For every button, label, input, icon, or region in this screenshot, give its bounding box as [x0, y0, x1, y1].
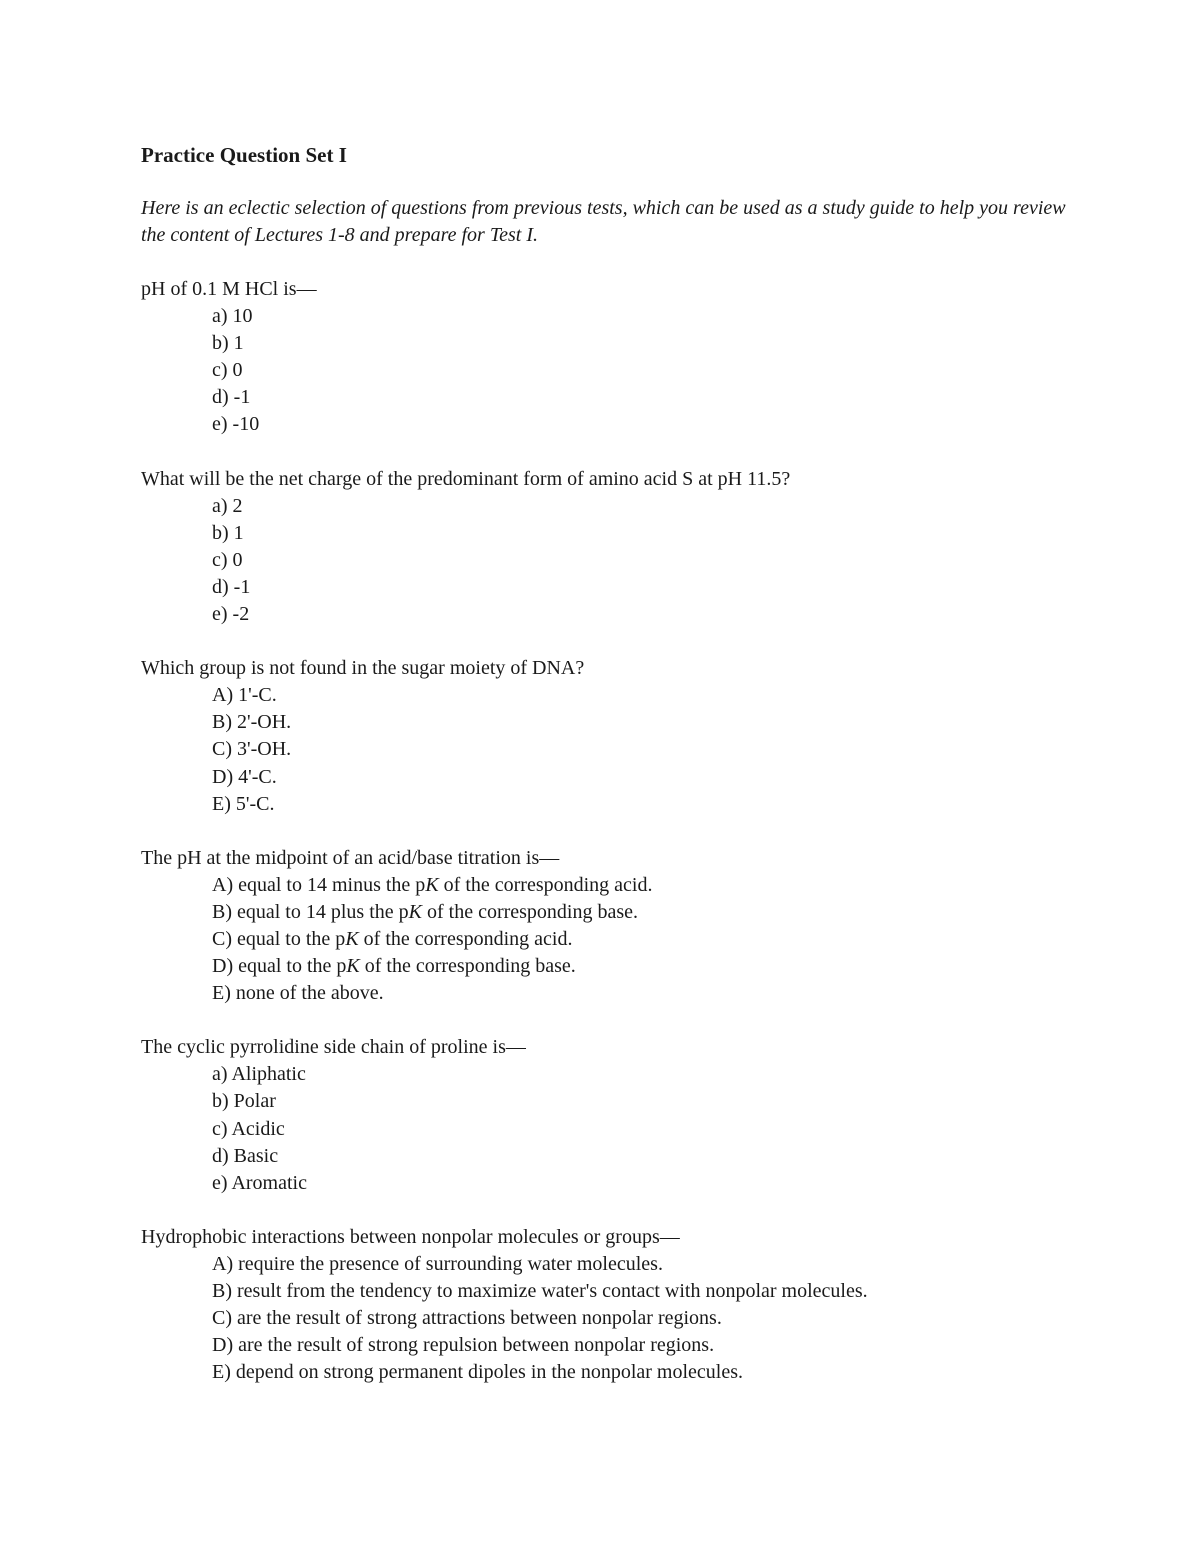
option-text: 1: [233, 521, 244, 544]
answer-options: [141, 303, 1081, 438]
option-text: require the presence of surrounding water molecules.: [238, 1252, 663, 1275]
answer-option: [141, 1278, 1081, 1305]
option-text: of the corresponding acid.: [438, 873, 653, 896]
option-label: E): [212, 982, 236, 1005]
question-3: [141, 655, 1081, 818]
option-text: equal to 14 plus the p: [237, 900, 409, 923]
option-text: 1: [233, 332, 244, 355]
question-text: Hydrophobic interactions between nonpolar molecules or groups—: [141, 1225, 680, 1248]
answer-option: [141, 330, 1081, 357]
intro-paragraph: Here is an eclectic selection of questions from previous tests, which can be used as a study guide to help you review the content of Lectures 1-8 and prepare for Test I.: [141, 197, 1066, 246]
option-text: -1: [233, 386, 251, 409]
question-text: Which group is not found in the sugar moiety of DNA?: [141, 657, 585, 680]
answer-option: [141, 1332, 1081, 1359]
option-text: Polar: [233, 1090, 276, 1113]
answer-options: [141, 1061, 1081, 1196]
option-label: B): [212, 711, 237, 734]
option-label: A): [212, 1252, 239, 1275]
option-label: e): [212, 1171, 232, 1194]
option-label: C): [212, 738, 237, 761]
option-text: 3'-OH.: [237, 738, 292, 761]
answer-option: [141, 520, 1081, 547]
option-label: b): [212, 1090, 234, 1113]
answer-option: [141, 1170, 1081, 1197]
option-text: are the result of strong repulsion between nonpolar regions.: [238, 1334, 715, 1357]
option-italic-symbol: K: [408, 900, 422, 923]
option-text: equal to the p: [238, 955, 347, 978]
answer-options: [141, 872, 1081, 1007]
option-label: A): [212, 873, 239, 896]
option-label: d): [212, 575, 234, 598]
option-text: Aromatic: [231, 1171, 307, 1194]
option-text: of the corresponding acid.: [358, 927, 573, 950]
question-1: [141, 276, 1081, 439]
option-label: d): [212, 1144, 234, 1167]
answer-option: [141, 899, 1081, 926]
option-text: -2: [232, 603, 250, 626]
document-page: [141, 140, 1081, 1386]
answer-option: [141, 411, 1081, 438]
option-text: of the corresponding base.: [421, 900, 639, 923]
answer-option: [141, 764, 1081, 791]
option-label: D): [212, 1334, 239, 1357]
answer-option: [141, 980, 1081, 1007]
answer-option: [141, 682, 1081, 709]
option-text: Basic: [233, 1144, 279, 1167]
option-text: result from the tendency to maximize water's contact with nonpolar molecules.: [237, 1280, 868, 1302]
option-label: A): [212, 684, 239, 707]
answer-option: [141, 736, 1081, 763]
answer-option: [141, 953, 1081, 980]
option-text: 1'-C.: [238, 684, 277, 707]
question-text: The cyclic pyrrolidine side chain of proline is—: [141, 1036, 526, 1059]
question-4: [141, 845, 1081, 1008]
option-label: d): [212, 386, 234, 409]
question-text: The pH at the midpoint of an acid/base titration is—: [141, 846, 560, 869]
option-text: -1: [233, 575, 251, 598]
answer-option: [141, 384, 1081, 411]
answer-option: [141, 303, 1081, 330]
answer-option: [141, 926, 1081, 953]
option-label: B): [212, 1280, 237, 1302]
option-text: -10: [232, 413, 260, 436]
option-label: b): [212, 521, 234, 544]
option-label: E): [212, 792, 236, 815]
option-text: 4'-C.: [238, 765, 277, 788]
answer-option: [141, 1305, 1081, 1332]
option-label: E): [212, 1361, 236, 1384]
answer-option: [141, 1061, 1081, 1088]
option-italic-symbol: K: [425, 873, 439, 896]
option-text: 10: [232, 305, 253, 328]
option-label: a): [212, 494, 233, 517]
option-text: are the result of strong attractions between nonpolar regions.: [237, 1307, 722, 1330]
answer-option: [141, 872, 1081, 899]
answer-options: [141, 682, 1081, 817]
answer-option: [141, 493, 1081, 520]
option-text: 5'-C.: [235, 792, 275, 815]
option-text: Acidic: [231, 1117, 285, 1140]
answer-option: [141, 1116, 1081, 1143]
option-label: C): [212, 1307, 237, 1330]
option-label: a): [212, 1063, 232, 1086]
answer-option: [141, 1359, 1081, 1386]
option-label: c): [212, 1117, 232, 1140]
option-text: equal to 14 minus the p: [238, 873, 426, 896]
option-text: none of the above.: [235, 982, 384, 1005]
option-text: 0: [232, 359, 243, 382]
option-text: 0: [232, 548, 243, 571]
answer-option: [141, 1088, 1081, 1115]
answer-option: [141, 791, 1081, 818]
option-text: equal to the p: [237, 927, 346, 950]
option-label: e): [212, 603, 233, 626]
option-italic-symbol: K: [346, 955, 360, 978]
option-text: 2: [232, 494, 243, 517]
option-label: B): [212, 900, 237, 923]
option-text: depend on strong permanent dipoles in the nonpolar molecules.: [235, 1361, 743, 1384]
option-label: b): [212, 332, 234, 355]
option-label: c): [212, 548, 233, 571]
answer-option: [141, 601, 1081, 628]
option-label: D): [212, 765, 239, 788]
option-label: a): [212, 305, 233, 328]
answer-options: [141, 1251, 1081, 1386]
option-label: e): [212, 413, 233, 436]
question-2: [141, 466, 1081, 629]
question-6: [141, 1224, 1081, 1387]
option-label: D): [212, 955, 239, 978]
answer-option: [141, 574, 1081, 601]
answer-option: [141, 1143, 1081, 1170]
option-text: Aliphatic: [231, 1063, 306, 1086]
question-5: [141, 1034, 1081, 1197]
option-label: c): [212, 359, 233, 382]
option-italic-symbol: K: [345, 927, 359, 950]
page-title: Practice Question Set I: [141, 143, 347, 167]
answer-options: [141, 493, 1081, 628]
option-text: of the corresponding base.: [359, 955, 576, 978]
option-label: C): [212, 927, 237, 950]
answer-option: [141, 547, 1081, 574]
option-text: 2'-OH.: [237, 711, 292, 734]
question-text: What will be the net charge of the predominant form of amino acid S at pH 11.5?: [141, 467, 791, 490]
answer-option: [141, 1251, 1081, 1278]
answer-option: [141, 709, 1081, 736]
question-text: pH of 0.1 M HCl is—: [141, 278, 317, 300]
answer-option: [141, 357, 1081, 384]
